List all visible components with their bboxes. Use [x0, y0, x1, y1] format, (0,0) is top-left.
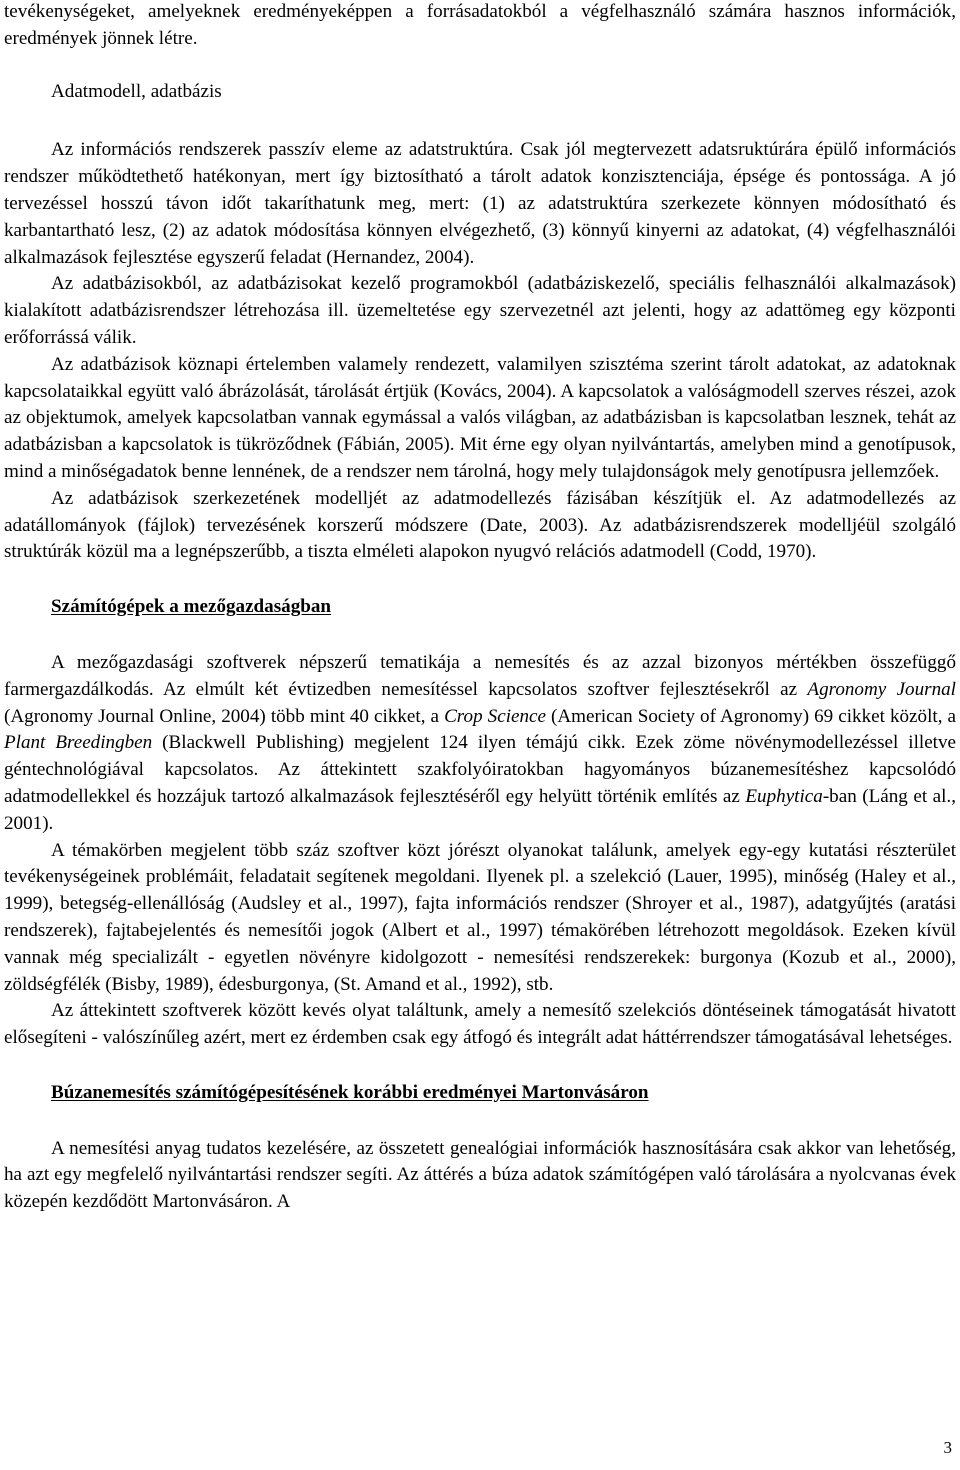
spacer	[4, 1107, 956, 1136]
paragraph-mezogazdasagi-szoftverek: A mezőgazdasági szoftverek népszerű tematikája a nemesítés és az azzal bizonyos mértékben összefüggő farmergazdálkodás. Az elmúlt két évtizedben nemesítéssel kapcsolatos szoftver fejlesztésekről az Agronomy Journal (Agronomy Journal Online, 2004) több mint 40 cikket, a Crop Science (American Society of Agronomy) 69 cikket közölt, a Plant Breedingben (Blackwell Publishing) megjelent 124 ilyen témájú cikk. Ezek zöme növénymodellezéssel illetve géntechnológiával kapcsolatos. Az áttekintett szakfolyóiratokban hagyományos búzanemesítéshez kapcsolódó adatmodellekkel és hozzájuk tartozó alkalmazások fejlesztéséről egy helyütt történik említés az Euphytica-ban (Láng et al., 2001).	[4, 651, 956, 834]
paragraph-adatmodellezes: Az adatbázisok szerkezetének modelljét az adatmodellezés fázisában készítjük el. Az adatmodellezés az adatállományok (fájlok) tervezésének korszerű módszere (Date, 2003). Az adatbázisrendszerek modelljéül szolgáló struktúrák közül ma a legnépszerűbb, a tiszta elméleti alapokon nyugvó relációs adatmodell (Codd, 1970).	[4, 487, 956, 563]
journal-title-agronomy: Agronomy Journal	[807, 678, 956, 700]
section-heading-szamitogepek: Számítógépek a mezőgazdaságban	[51, 596, 332, 618]
paragraph-szelekcios-dontesek: Az áttekintett szoftverek között kevés olyat találtunk, amely a nemesítő szelekciós döntéseinek támogatását hivatott elősegíteni - valószínűleg azért, mert ez érdemben csak egy átfogó és integrált adat háttérrendszer támogatásával lehetséges.	[4, 1000, 956, 1049]
paragraph-nemesitesi-anyag: A nemesítési anyag tudatos kezelésére, az összetett genealógiai információk hasznosítására csak akkor van lehetőség, ha azt egy megfelelő nyilvántartási rendszer segíti. Az áttérés a búza adatok számítógépen való tárolására a nyolcvanas évek közepén kezdődött Martonvásáron. A	[4, 1137, 956, 1213]
paragraph-adatstruktura: Az információs rendszerek passzív eleme az adatstruktúra. Csak jól megtervezett adatsruktúrára épülő információs rendszer működtethető hatékonyan, mert így biztosítható a tárolt adatok konzisztenciája, épsége és pontossága. A jó tervezéssel hosszú távon időt takaríthatunk meg, mert: (1) az adatstruktúra szerkezete könnyen módosítható és karbantartható lesz, (2) az adatok módosítása könnyen elvégezhető, (3) könnyű kinyerni az adatokat, (4) végfelhasználói alkalmazások fejlesztése egyszerű feladat (Hernandez, 2004).	[4, 139, 956, 268]
spacer	[4, 621, 956, 650]
spacer	[4, 566, 956, 594]
spacer	[4, 53, 956, 79]
intro-paragraph-tail: tevékenységeket, amelyeknek eredményeképpen a forrásadatokból a végfelhasználó számára hasznos információk, eredmények jönnek létre.	[4, 1, 956, 49]
spacer	[4, 1052, 956, 1080]
document-page	[4, 0, 956, 1216]
journal-title-plant-breeding: Plant Breedingben	[4, 732, 153, 754]
journal-title-crop-science: Crop Science	[444, 705, 546, 727]
paragraph-szoftver-temakorok: A témakörben megjelent több száz szoftver közt jórészt olyanokat találunk, amelyek egy-egy kutatási részterület tevékenységeinek problémáit, feladatait segítenek megoldani. Ilyenek pl. a szelekció (Lauer, 1995), minőség (Haley et al., 1999), betegség-ellenállóság (Audsley et al., 1997), fajta információs rendszer (Shroyer et al., 1987), adatgyűjtés (aratási rendszerek), fajtabejelentés és nemesítői jogok (Albert et al., 1997) témakörében létrehozott megoldások. Ezeken kívül vannak még specializált - egyetlen növényre kidolgozott - nemesítési rendszerekek: burgonya (Kozub et al., 2000), zöldségfélék (Bisby, 1989), édesburgonya, (St. Amand et al., 1992), stb.	[4, 839, 956, 995]
journal-title-euphytica: Euphytica	[745, 785, 823, 807]
section-heading-adatmodell: Adatmodell, adatbázis	[51, 80, 222, 102]
paragraph-adatbazis-definicio: Az adatbázisok köznapi értelemben valamely rendezett, valamilyen szisztéma szerint tárolt adatokat, az adatoknak kapcsolataikkal együtt való ábrázolását, tárolását értjük (Kovács, 2004). A kapcsolatok a valóságmodell szerves részei, azok az objektumok, amelyek kapcsolatban vannak egymással a valós világban, az adatbázisban is kapcsolatban lesznek, tehát az adatbázisban a kapcsolatok is tükröződnek (Fábián, 2005). Mit érne egy olyan nyilvántartás, amelyben mind a genotípusok, mind a minőségadatok benne lennének, de a rendszer nem tárolná, hogy mely tulajdonságok mely genotípusra jellemzőek.	[4, 353, 956, 482]
paragraph-adatbazisrendszer: Az adatbázisokból, az adatbázisokat kezelő programokból (adatbáziskezelő, speciális felhasználói alkalmazások) kialakított adatbázisrendszer létrehozása ill. üzemeltetése egy szervezetnél azt jelenti, hogy az adattömeg egy központi erőforrássá válik.	[4, 273, 956, 348]
spacer	[4, 105, 956, 137]
page-number: 3	[943, 1438, 952, 1457]
section-heading-buzanemesites: Búzanemesítés számítógépesítésének korábbi eredményei Martonvásáron	[51, 1081, 649, 1103]
